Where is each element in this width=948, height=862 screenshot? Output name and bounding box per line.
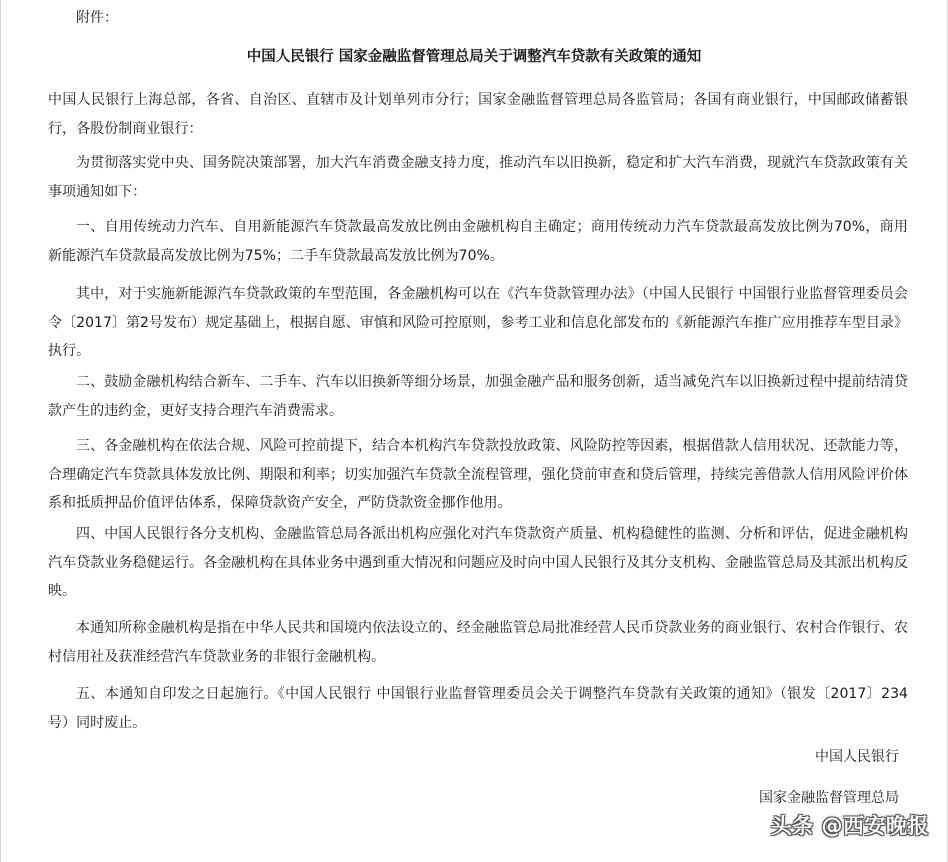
paragraph-item-5: 五、本通知自印发之日起施行。《中国人民银行 中国银行业监督管理委员会关于调整汽车贷款有关政策的通知》（银发〔2017〕234号）同时废止。 — [48, 686, 908, 731]
signature-pboc: 中国人民银行 — [815, 749, 899, 765]
document-title: 中国人民银行 国家金融监督管理总局关于调整汽车贷款有关政策的通知 — [246, 49, 702, 65]
attachment-label: 附件： — [76, 10, 118, 26]
paragraph-item-1: 一、自用传统动力汽车、自用新能源汽车贷款最高发放比例由金融机构自主确定；商用传统动力汽车贷款最高发放比例为70%，商用新能源汽车贷款最高发放比例为75%；二手车贷款最高发放比例为70%。 — [48, 219, 908, 264]
watermark: 头条 @西安晚报 — [770, 814, 929, 838]
paragraph-definition: 本通知所称金融机构是指在中华人民共和国境内依法设立的、经金融监管总局批准经营人民币贷款业务的商业银行、农村合作银行、农村信用社及获准经营汽车贷款业务的非银行金融机构。 — [48, 620, 908, 665]
paragraph-item-3: 三、各金融机构在依法合规、风险可控前提下，结合本机构汽车贷款投放政策、风险防控等因素，根据借款人信用状况、还款能力等，合理确定汽车贷款具体发放比例、期限和利率；切实加强汽车贷款全流程管理，强化贷前审查和贷后管理，持续完善借款人信用风险评价体系和抵质押品价值评估体系，保障贷款资产安全，严防贷款资金挪作他用。 — [48, 438, 908, 511]
paragraph-intro: 为贯彻落实党中央、国务院决策部署，加大汽车消费金融支持力度，推动汽车以旧换新，稳定和扩大汽车消费，现就汽车贷款政策有关事项通知如下： — [48, 155, 908, 200]
addressees: 中国人民银行上海总部，各省、自治区、直辖市及计划单列市分行；国家金融监督管理总局各监管局；各国有商业银行，中国邮政储蓄银行，各股份制商业银行： — [48, 92, 908, 137]
paragraph-item-4: 四、中国人民银行各分支机构、金融监管总局各派出机构应强化对汽车贷款资产质量、机构稳健性的监测、分析和评估，促进金融机构汽车贷款业务稳健运行。各金融机构在具体业务中遇到重大情况和问题应及时向中国人民银行及其分支机构、金融监管总局及其派出机构反映。 — [48, 526, 908, 599]
paragraph-item-2: 二、鼓励金融机构结合新车、二手车、汽车以旧换新等细分场景，加强金融产品和服务创新，适当减免汽车以旧换新过程中提前结清贷款产生的违约金，更好支持合理汽车消费需求。 — [48, 374, 908, 419]
signature-nfra: 国家金融监督管理总局 — [759, 790, 899, 806]
paragraph-item-1-note: 其中，对于实施新能源汽车贷款政策的车型范围，各金融机构可以在《汽车贷款管理办法》（中国人民银行 中国银行业监督管理委员会令〔2017〕第2号发布）规定基础上，根据自愿、审慎和风险可控原则，参考工业和信息化部发布的《新能源汽车推广应用推荐车型目录》执行。 — [48, 286, 908, 359]
